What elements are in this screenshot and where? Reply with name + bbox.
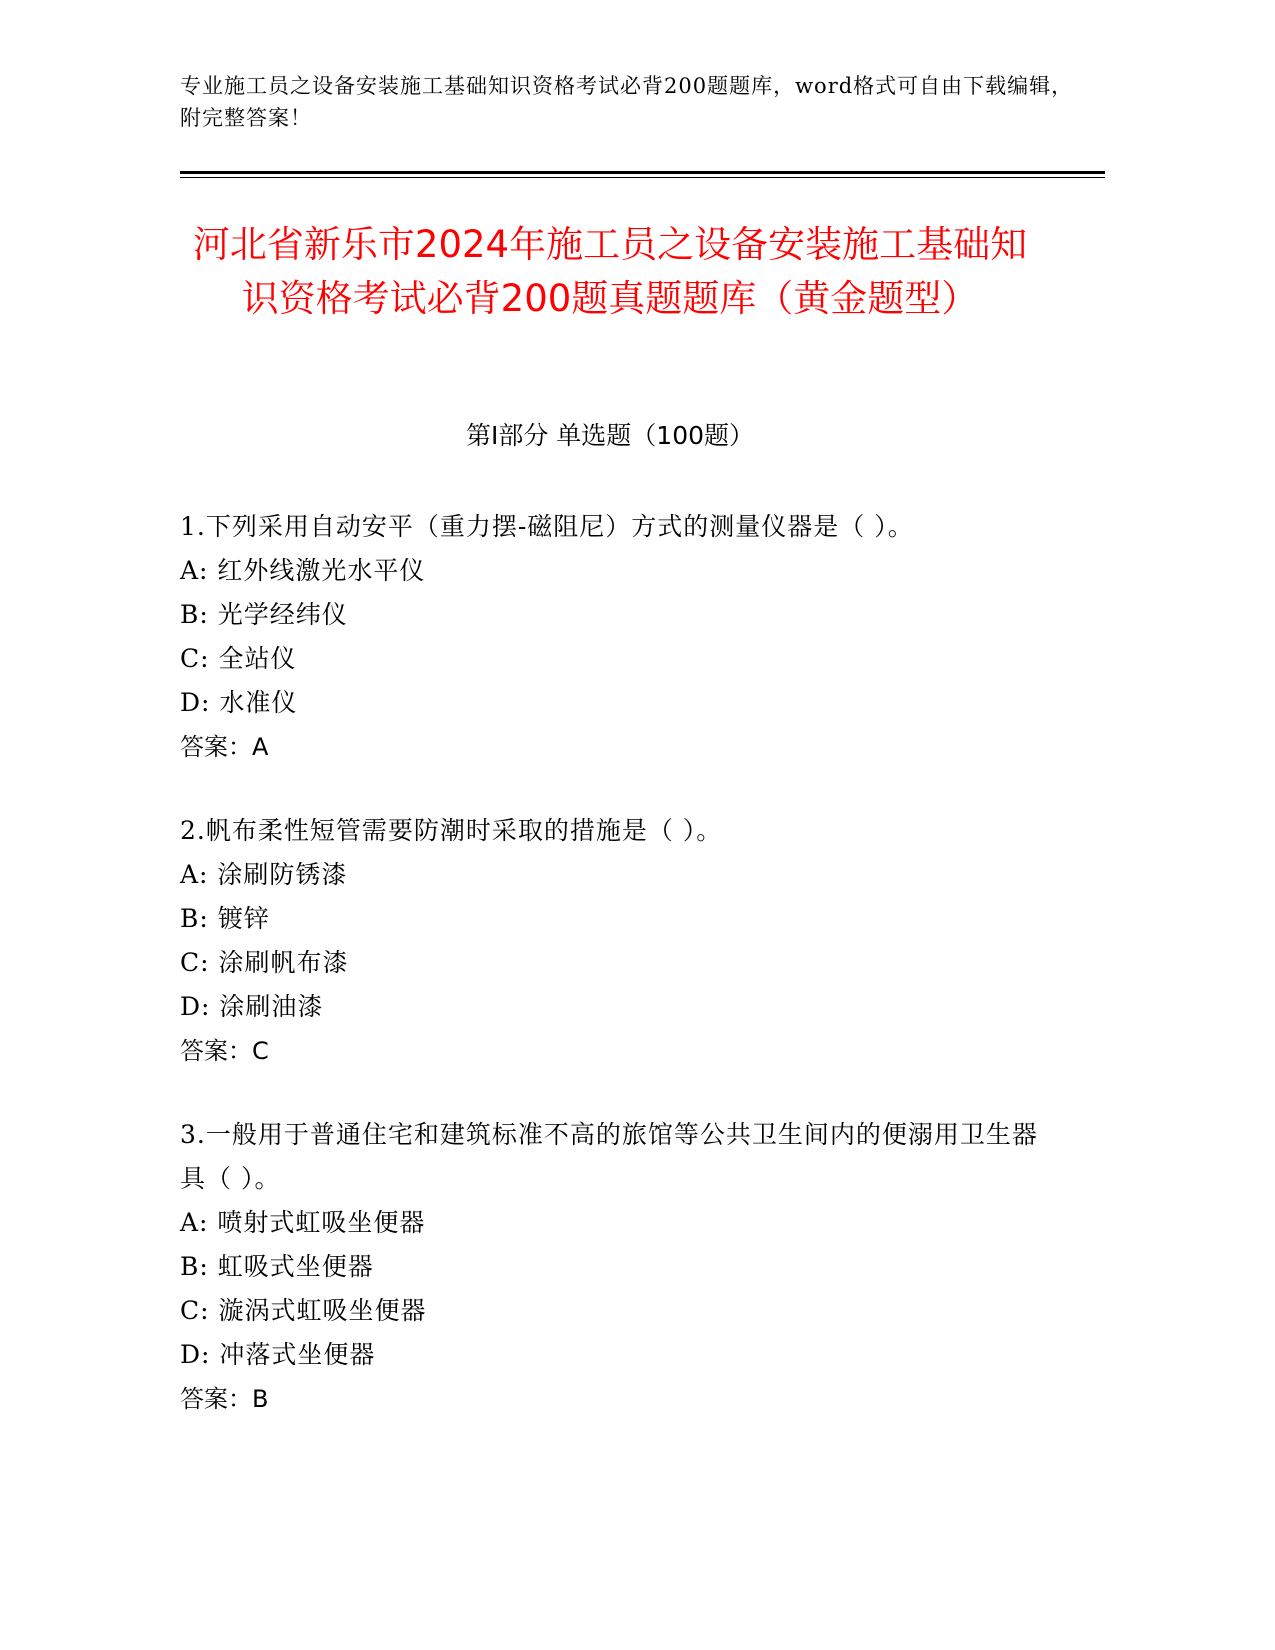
option-d: D: 冲落式坐便器 (180, 1340, 376, 1369)
answer: 答案：A (180, 733, 269, 761)
option-a: A: 红外线激光水平仪 (180, 556, 426, 585)
answer: 答案：B (180, 1385, 269, 1413)
header-note: 专业施工员之设备安装施工基础知识资格考试必背200题题库，word格式可自由下载编辑，附完整答案！ (180, 74, 1074, 130)
option-c: C: 漩涡式虹吸坐便器 (180, 1296, 427, 1325)
option-a: A: 涂刷防锈漆 (180, 860, 348, 889)
question-list (180, 505, 1040, 1461)
header-rule-thin (180, 177, 1105, 178)
option-d: D: 涂刷油漆 (180, 992, 324, 1021)
question-2 (180, 809, 1040, 1073)
option-b: B: 虹吸式坐便器 (180, 1252, 374, 1281)
option-b: B: 光学经纬仪 (180, 600, 348, 629)
option-a: A: 喷射式虹吸坐便器 (180, 1208, 426, 1237)
section-heading: 第Ⅰ部分 单选题（100题） (465, 421, 755, 450)
header-rule-thick (180, 171, 1105, 174)
question-3 (180, 1113, 1040, 1421)
option-b: B: 镀锌 (180, 904, 270, 933)
question-stem: 1.下列采用自动安平（重力摆-磁阻尼）方式的测量仪器是（ ）。 (180, 512, 914, 541)
question-stem: 2.帆布柔性短管需要防潮时采取的措施是（ ）。 (180, 816, 723, 845)
question-1 (180, 505, 1040, 769)
document-title: 河北省新乐市2024年施工员之设备安装施工基础知识资格考试必背200题真题题库（黄金题型） (192, 223, 1028, 320)
option-c: C: 涂刷帆布漆 (180, 948, 349, 977)
question-stem: 3.一般用于普通住宅和建筑标准不高的旅馆等公共卫生间内的便溺用卫生器具（ ）。 (180, 1120, 1038, 1193)
answer: 答案：C (180, 1037, 269, 1065)
option-c: C: 全站仪 (180, 644, 297, 673)
option-d: D: 水准仪 (180, 688, 298, 717)
